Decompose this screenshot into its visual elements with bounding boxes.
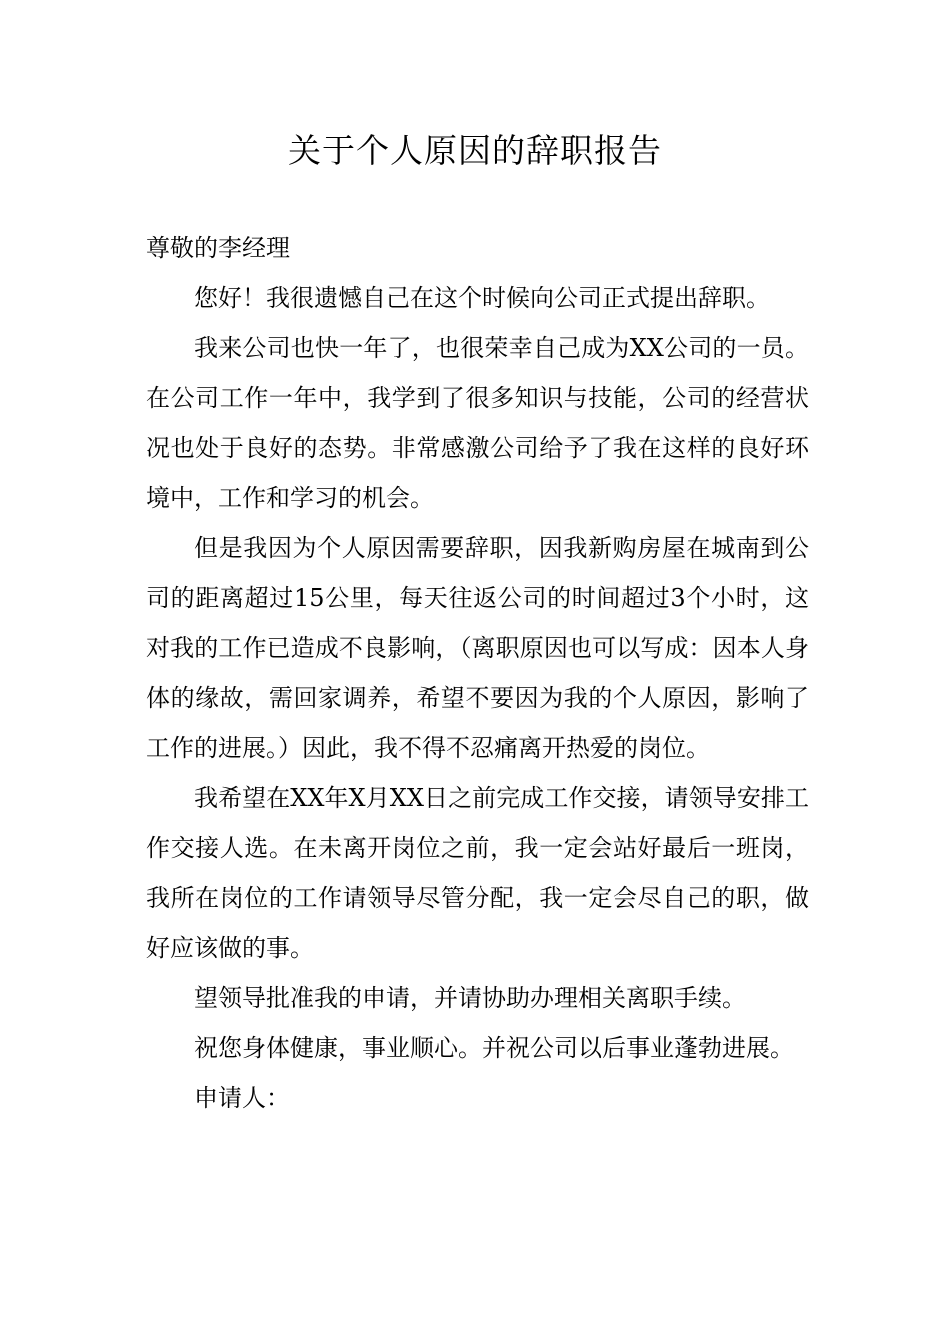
signature-label: 申请人： — [194, 1084, 290, 1112]
paragraph-reason: 但是我因为个人原因需要辞职，因我新购房屋在城南到公司的距离超过15公里，每天往返公司的时间超过3个小时，这对我的工作已造成不良影响，（离职原因也可以写成：因本人身体的缘故，需回家调养，希望不要因为我的个人原因，影响了工作的进展。）因此，我不得不忍痛离开热爱的岗位。 — [146, 534, 809, 762]
paragraph-gratitude: 我来公司也快一年了，也很荣幸自己成为XX公司的一员。在公司工作一年中，我学到了很多知识与技能，公司的经营状况也处于良好的态势。非常感激公司给予了我在这样的良好环境中，工作和学习的机会。 — [146, 334, 809, 512]
salutation: 尊敬的李经理 — [146, 234, 290, 262]
document-title: 关于个人原因的辞职报告 — [288, 131, 662, 170]
paragraph-wishes: 祝您身体健康，事业顺心。并祝公司以后事业蓬勃进展。 — [194, 1034, 794, 1062]
paragraph-handover: 我希望在XX年X月XX日之前完成工作交接，请领导安排工作交接人选。在未离开岗位之前，我一定会站好最后一班岗，我所在岗位的工作请领导尽管分配，我一定会尽自己的职，做好应该做的事。 — [146, 784, 809, 962]
document-body — [146, 223, 809, 1123]
paragraph-greeting: 您好！我很遗憾自己在这个时候向公司正式提出辞职。 — [194, 284, 770, 312]
paragraph-request: 望领导批准我的申请，并请协助办理相关离职手续。 — [194, 984, 746, 1012]
